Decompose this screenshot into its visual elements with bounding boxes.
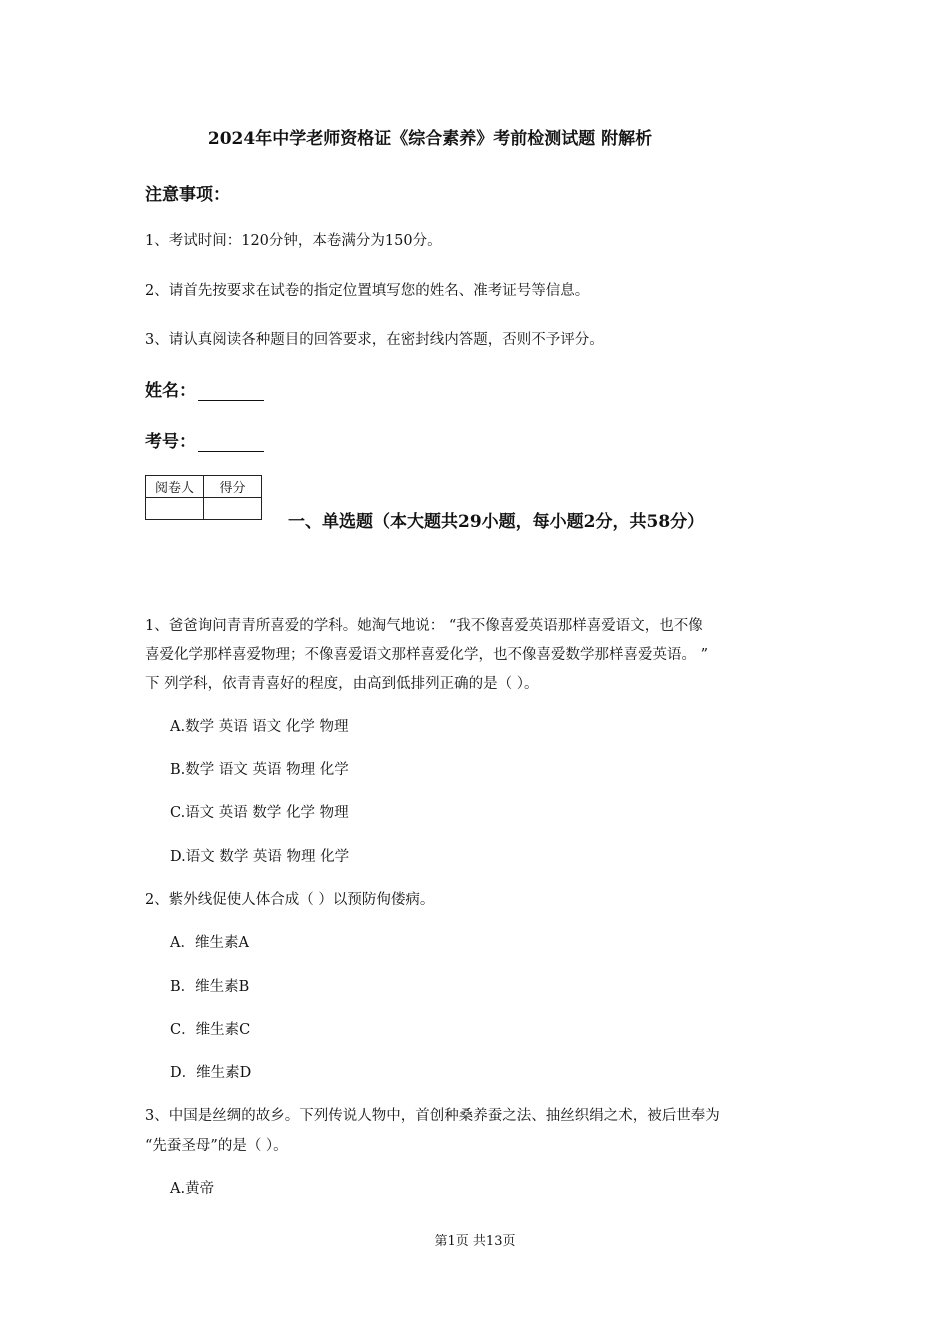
q1-line-3: 下 列学科，依青青喜好的程度，由高到低排列正确的是（ ）。 [145, 676, 539, 692]
q2-option-d: D．维生素D [170, 1065, 252, 1081]
grade-box [145, 475, 262, 520]
q3-line-1: 3、中国是丝绸的故乡。下列传说人物中，首创种桑养蚕之法、抽丝织绢之术，被后世奉为 [145, 1108, 720, 1124]
q1-line-2: 喜爱化学那样喜爱物理；不像喜爱语文那样喜爱化学，也不像喜爱数学那样喜爱英语。 ” [145, 647, 709, 663]
id-field [145, 427, 264, 452]
page-footer: 第1页 共13页 [434, 1234, 516, 1249]
name-field [145, 376, 264, 401]
doc-title: 2024年中学老师资格证《综合素养》考前检测试题 附解析 [207, 129, 653, 149]
q2-option-a: A．维生素A [170, 935, 249, 951]
grade-table [145, 475, 262, 520]
q1-option-b: B.数学 语文 英语 物理 化学 [170, 762, 349, 778]
q2-option-c: C．维生素C [170, 1022, 251, 1038]
notice-2: 2、请首先按要求在试卷的指定位置填写您的姓名、准考证号等信息。 [145, 283, 590, 299]
section-title: 一、单选题（本大题共29小题，每小题2分，共58分） [288, 512, 705, 532]
grade-cell-score [204, 498, 262, 520]
q3-line-2: “先蚕圣母”的是（ ）。 [145, 1138, 288, 1154]
q1-line-1: 1、爸爸询问青青所喜爱的学科。她淘气地说： “我不像喜爱英语那样喜爱语文，也不像 [145, 618, 703, 634]
notice-heading: 注意事项： [145, 185, 230, 205]
q3-option-a: A.黄帝 [170, 1181, 215, 1197]
grade-header-reviewer: 阅卷人 [146, 476, 204, 498]
notice-1: 1、考试时间：120分钟，本卷满分为150分。 [145, 233, 442, 249]
q1-option-c: C.语文 英语 数学 化学 物理 [170, 805, 349, 821]
q2-option-b: B．维生素B [170, 979, 250, 995]
notice-3: 3、请认真阅读各种题目的回答要求，在密封线内答题，否则不予评分。 [145, 332, 604, 348]
q2-line-1: 2、紫外线促使人体合成（ ）以预防佝偻病。 [145, 892, 435, 908]
grade-header-score: 得分 [204, 476, 262, 498]
grade-cell-reviewer [146, 498, 204, 520]
name-blank [198, 384, 264, 401]
q1-option-a: A.数学 英语 语文 化学 物理 [170, 719, 349, 735]
name-label: 姓名： [145, 381, 196, 401]
id-blank [198, 435, 264, 452]
id-label: 考号： [145, 432, 196, 452]
q1-option-d: D.语文 数学 英语 物理 化学 [170, 849, 350, 865]
